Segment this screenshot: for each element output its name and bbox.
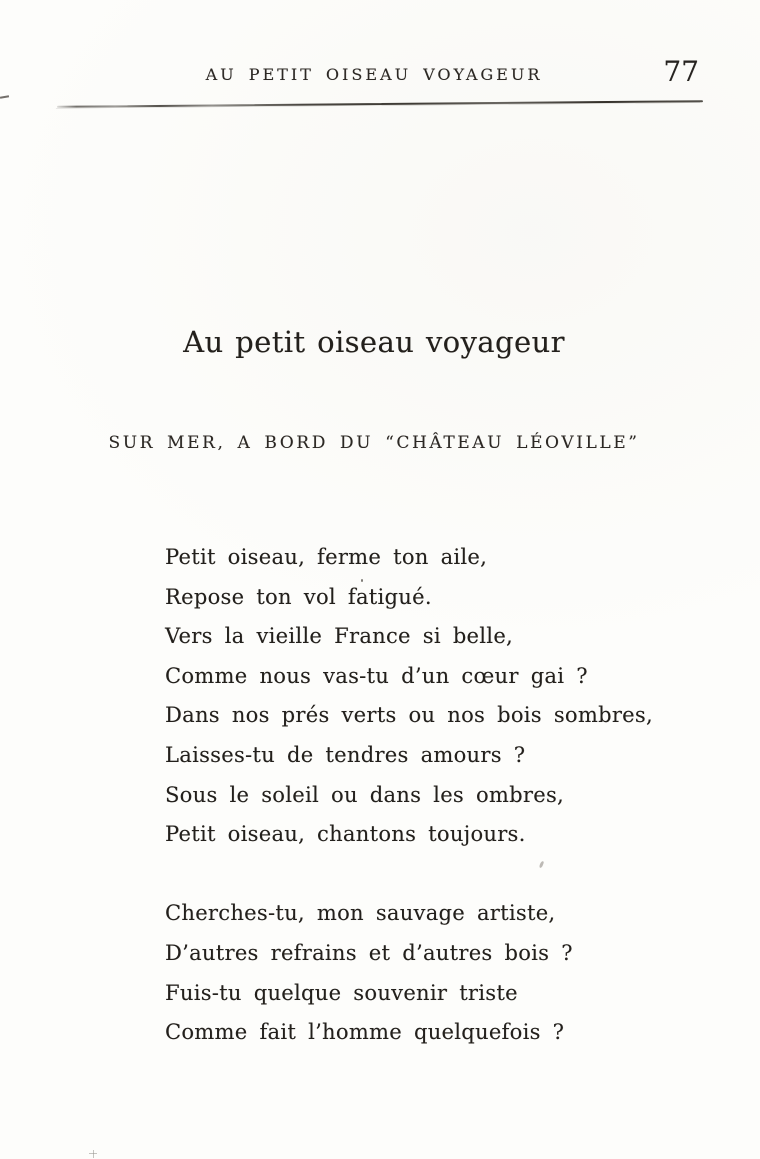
poem-line: Sous le soleil ou dans les ombres, (165, 782, 564, 807)
poem-line: Petit oiseau, ferme ton aile, (165, 545, 488, 569)
stanza-1 (165, 538, 653, 855)
scan-artifact-edge-dash (0, 95, 9, 99)
poem-line: Laisses-tu de tendres amours ? (165, 742, 526, 767)
page-number: 77 (663, 55, 699, 88)
poem-line: Fuis-tu quelque souvenir triste (165, 980, 518, 1005)
stanza-2 (165, 894, 653, 1052)
scan-artifact-plus-mark (93, 1150, 94, 1158)
poem-body (165, 538, 653, 1053)
poem-line: Repose ton vol fatigué. (165, 584, 432, 609)
poem-line: Petit oiseau, chantons toujours. (165, 822, 526, 847)
header-rule (57, 100, 703, 108)
scan-artifact-speck (361, 579, 363, 582)
poem-line: Dans nos prés verts ou nos bois sombres, (165, 703, 653, 728)
poem-line: Vers la vieille France si belle, (165, 624, 514, 649)
poem-line: Cherches-tu, mon sauvage artiste, (165, 901, 556, 926)
poem-line: Comme fait l’homme quelquefois ? (165, 1020, 565, 1045)
running-title: AU PETIT OISEAU VOYAGEUR (205, 65, 543, 84)
poem-line: Comme nous vas-tu d’un cœur gai ? (165, 663, 588, 688)
poem-line: D’autres refrains et d’autres bois ? (165, 940, 573, 965)
poem-dedication: SUR MER, A BORD DU “CHÂTEAU LÉOVILLE” (108, 433, 640, 453)
poem-title: Au petit oiseau voyageur (183, 325, 565, 359)
